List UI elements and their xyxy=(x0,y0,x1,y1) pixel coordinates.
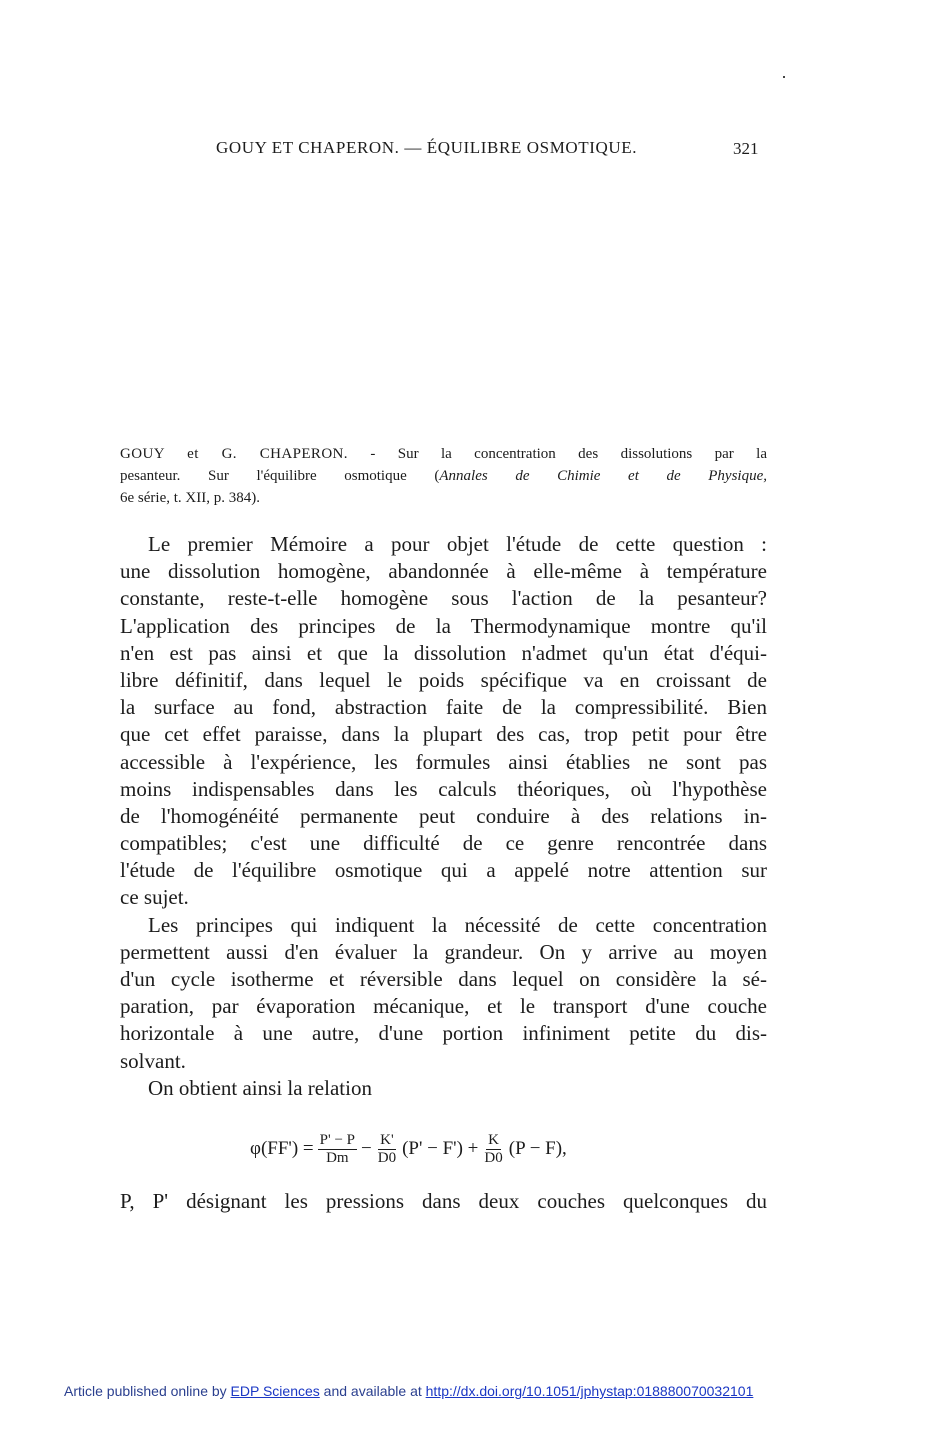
paragraph-line: une dissolution homogène, abandonnée à elle-même à température xyxy=(120,559,767,584)
equation-fraction-1 xyxy=(318,1132,357,1167)
fraction-numerator: K' xyxy=(380,1131,394,1148)
paragraph-1 xyxy=(120,531,767,912)
paragraph-line: ce sujet. xyxy=(120,885,189,910)
paragraph-2 xyxy=(120,912,767,1075)
citation-title-end: pesanteur. Sur l'équilibre osmotique ( xyxy=(120,468,440,484)
page-number: 321 xyxy=(733,139,759,158)
fraction-numerator: K xyxy=(488,1131,499,1148)
footer-prefix: Article published online by xyxy=(64,1383,227,1399)
paragraph-line: Les principes qui indiquent la nécessité de cette concentration xyxy=(148,912,767,937)
citation-authors: GOUY et G. CHAPERON. xyxy=(120,446,348,462)
running-head xyxy=(0,138,930,162)
fraction-denominator: Dm xyxy=(326,1149,349,1166)
citation-block xyxy=(120,443,767,509)
citation-line-1 xyxy=(120,443,767,465)
paragraph-line: de l'homogénéité permanente peut conduire à des relations in- xyxy=(120,803,767,828)
publisher-link[interactable]: EDP Sciences xyxy=(230,1383,320,1399)
final-text-line: P, P' désignant les pressions dans deux couches quelconques du xyxy=(120,1189,767,1213)
paragraph-line: On obtient ainsi la relation xyxy=(148,1075,372,1100)
citation-line-3: 6e série, t. XII, p. 384). xyxy=(120,490,260,506)
fraction-denominator: D0 xyxy=(377,1149,397,1166)
citation-title-start: - Sur la concentration des dissolutions par la xyxy=(370,446,767,462)
paragraph-line: libre définitif, dans lequel le poids spécifique va en croissant de xyxy=(120,667,767,692)
paragraph-line: solvant. xyxy=(120,1048,186,1073)
equation-fraction-3 xyxy=(482,1132,504,1167)
citation-line-2 xyxy=(120,465,767,487)
paragraph-line: la surface au fond, abstraction faite de la compressibilité. Bien xyxy=(120,695,767,720)
citation-journal: Annales de Chimie et de Physique, xyxy=(439,468,767,484)
paragraph-line: accessible à l'expérience, les formules ainsi établies ne sont pas xyxy=(120,749,767,774)
paragraph-3 xyxy=(120,1075,767,1102)
equation xyxy=(250,1124,690,1174)
running-title: GOUY ET CHAPERON. — ÉQUILIBRE OSMOTIQUE. xyxy=(216,138,638,157)
equation-term-2: (P' − F') + xyxy=(402,1138,479,1159)
paragraph-line: L'application des principes de la Thermodynamique montre qu'il xyxy=(120,613,767,638)
paragraph-line: paration, par évaporation mécanique, et le transport d'une couche xyxy=(120,994,767,1019)
paragraph-line: l'étude de l'équilibre osmotique qui a appelé notre attention sur xyxy=(120,858,767,883)
equation-fraction-2 xyxy=(376,1132,398,1167)
fraction-denominator: D0 xyxy=(484,1149,503,1166)
paragraph-line: constante, reste-t-elle homogène sous l'action de la pesanteur? xyxy=(120,586,767,611)
equation-term-3: (P − F), xyxy=(508,1138,567,1159)
footer-middle: and available at xyxy=(323,1383,422,1399)
doi-link[interactable]: http://dx.doi.org/10.1051/jphystap:018880070032101 xyxy=(425,1383,754,1399)
paragraph-line: moins indispensables dans les calculs théoriques, où l'hypothèse xyxy=(120,776,767,801)
paragraph-line: Le premier Mémoire a pour objet l'étude de cette question : xyxy=(148,532,767,556)
paragraph-line: horizontale à une autre, d'une portion infiniment petite du dis- xyxy=(120,1021,767,1046)
paragraph-line: d'un cycle isotherme et réversible dans lequel on considère la sé- xyxy=(120,967,767,991)
equation-lhs: φ(FF') = xyxy=(250,1138,314,1159)
fraction-numerator: P' − P xyxy=(319,1131,356,1148)
paragraph-line: n'en est pas ainsi et que la dissolution n'admet qu'un état d'équi- xyxy=(120,640,767,665)
paragraph-line: compatibles; c'est une difficulté de ce genre rencontrée dans xyxy=(120,831,767,856)
paragraph-line: permettent aussi d'en évaluer la grandeur. On y arrive au moyen xyxy=(120,939,767,964)
paragraph-line: que cet effet paraisse, dans la plupart des cas, trop petit pour être xyxy=(120,722,767,747)
equation-minus: − xyxy=(361,1138,372,1159)
scan-speck xyxy=(783,76,785,78)
body-text xyxy=(120,531,767,1102)
footer xyxy=(64,1383,753,1399)
